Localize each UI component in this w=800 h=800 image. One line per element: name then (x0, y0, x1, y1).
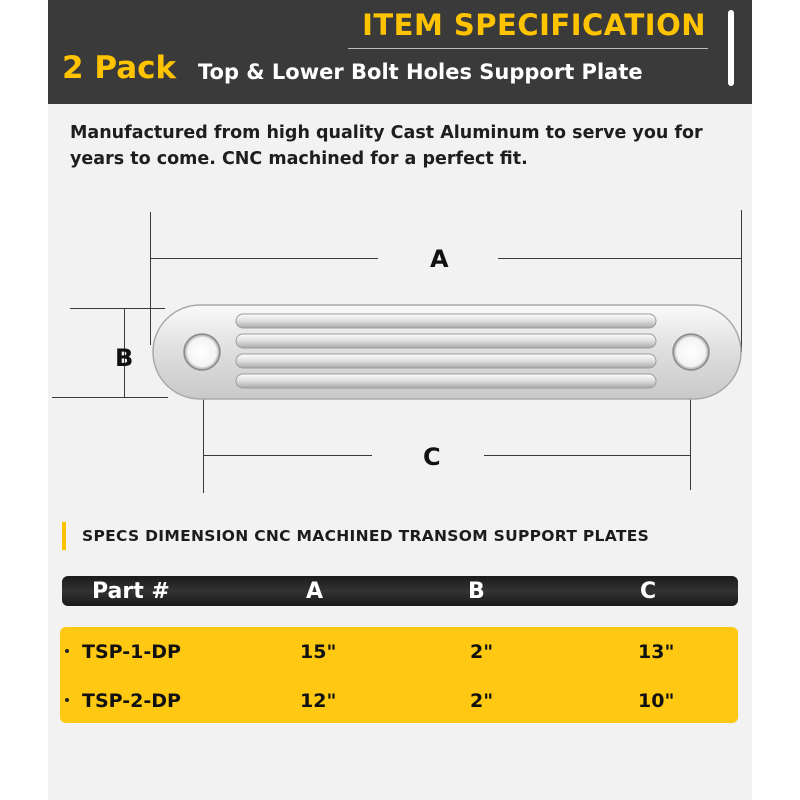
column-header-b: B (468, 579, 485, 604)
dimension-a-cell: 12" (300, 690, 337, 712)
dimension-a-cell: 15" (300, 641, 337, 663)
bolt-hole-left (184, 334, 220, 370)
dimension-b-cell: 2" (470, 690, 494, 712)
bullet-icon (65, 698, 69, 702)
column-header-c: C (640, 579, 657, 604)
header-subtitle: Top & Lower Bolt Holes Support Plate (198, 60, 643, 84)
dimension-label-a: A (430, 245, 449, 273)
part-number-cell: TSP-2-DP (82, 690, 181, 712)
column-header-part: Part # (92, 579, 170, 604)
table-row (60, 686, 738, 716)
plate-rib (236, 334, 656, 348)
plate-rib (236, 314, 656, 328)
bolt-hole-right (673, 334, 709, 370)
dimension-b-cell: 2" (470, 641, 494, 663)
column-header-a: A (306, 579, 324, 604)
plate-rib (236, 374, 656, 388)
dimension-c-cell: 13" (638, 641, 675, 663)
pack-count: 2 Pack (62, 50, 177, 86)
header-title: ITEM SPECIFICATION (362, 8, 706, 42)
product-description: Manufactured from high quality Cast Aluminum to serve you for years to come. CNC machined for a perfect fit. (70, 123, 703, 169)
plate-rib (236, 354, 656, 368)
specs-title: SPECS DIMENSION CNC MACHINED TRANSOM SUPPORT PLATES (62, 522, 649, 550)
spec-table-header (62, 576, 738, 606)
dimension-c-cell: 10" (638, 690, 675, 712)
bullet-icon (65, 649, 69, 653)
spec-table-body (60, 627, 738, 723)
part-number-cell: TSP-1-DP (82, 641, 181, 663)
table-row (60, 637, 738, 667)
dimension-label-b: B (115, 344, 134, 372)
dimension-label-c: C (423, 443, 441, 471)
